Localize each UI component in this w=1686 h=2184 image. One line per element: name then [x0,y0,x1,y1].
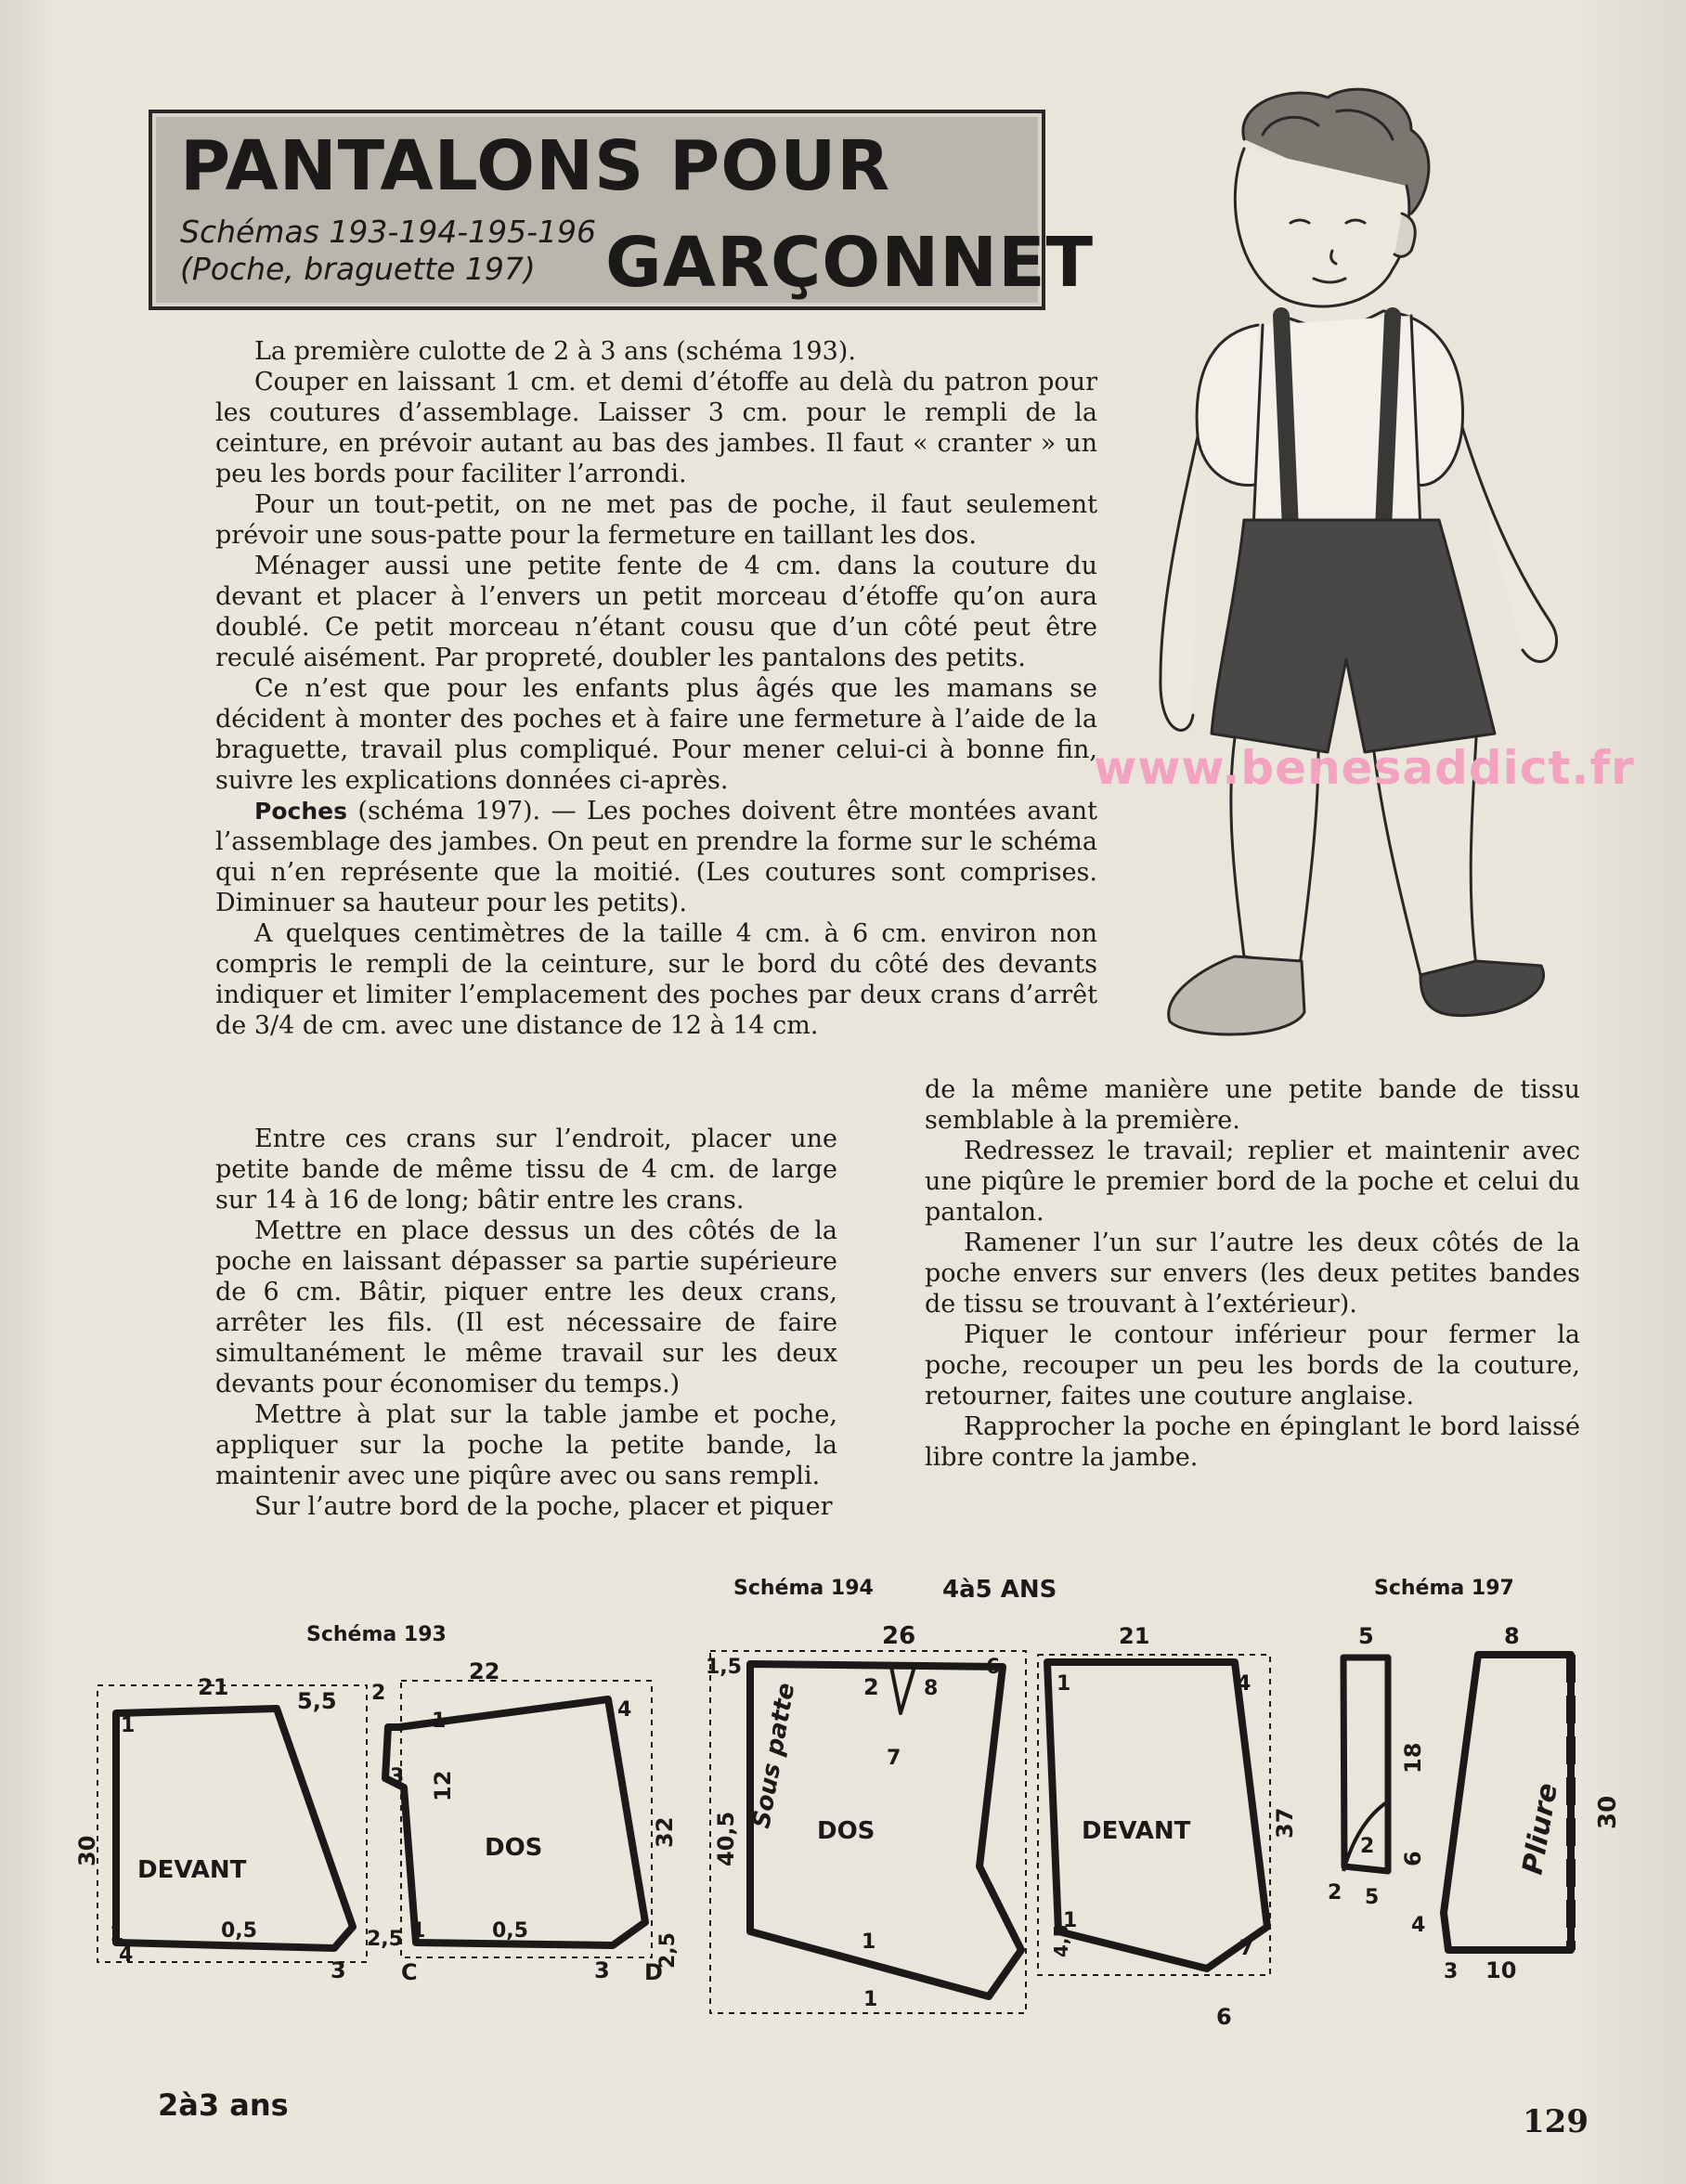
dim-194-7: 7 [887,1747,901,1770]
body-text-wide [215,336,1097,1041]
dim-193-1c: 1 [432,1710,447,1733]
dim-194-1c: 1 [1063,1909,1078,1932]
schema194-age: 4à5 ANS [942,1576,1057,1604]
dim-194-1b: 1 [1057,1672,1071,1696]
schema193-devant-outline [116,1709,353,1948]
title-line1: PANTALONS POUR [180,126,891,206]
paragraph: Mettre à plat sur la table jambe et poche, appliquer sur la poche la petite bande, la maintenir avec une piqûre avec ou sans rempli. [215,1400,837,1490]
dim-193-3: 3 [331,1957,346,1983]
page-number: 129 [1523,2103,1589,2140]
dim-193-1d: 1 [411,1919,426,1943]
schema193-dos-label: DOS [485,1834,543,1862]
dim-193-05b: 0,5 [492,1919,528,1943]
paragraph: Sur l’autre bord de la poche, placer et piquer [254,1492,833,1521]
dim-194-405: 40,5 [713,1811,739,1866]
dim-193-25: 2,5 [367,1928,403,1951]
dim-197-5b: 5 [1365,1886,1380,1909]
dim-193-25b: 2,5 [656,1932,680,1969]
dim-197-8: 8 [1504,1623,1520,1649]
dim-193-55: 5,5 [297,1688,337,1714]
dim-194-1a: 1 [862,1930,876,1954]
paragraph: Ménager aussi une petite fente de 4 cm. dans la couture du devant et placer à l’envers un petit morceau d’étoffe qu’on aura doublé. Ce petit morceau n’étant cousu que d’un côté peut être reculé aisément. Par propreté, doubler les pantalons des petits. [215,552,1097,672]
dim-197-5a: 5 [1358,1623,1374,1649]
schema197-label: Schéma 197 [1374,1577,1514,1600]
dim-197-3: 3 [1444,1960,1459,1983]
boy-illustration [1105,84,1625,1086]
paragraph: Piquer le contour inférieur pour fermer la poche, recouper un peu les bords de la couture, retourner, faites une couture anglaise. [925,1320,1580,1410]
dim-197-10: 10 [1485,1957,1517,1983]
dim-194-21: 21 [1119,1623,1150,1649]
body-text-left [215,1124,837,1522]
subtitle-line2: (Poche, braguette 197) [180,251,536,287]
paragraph: Pour un tout-petit, on ne met pas de poche, il faut seulement prévoir une sous-patte pour la fermeture en taillant les dos. [215,490,1097,550]
dim-193-21: 21 [198,1674,229,1700]
paragraph: A quelques centimètres de la taille 4 cm. à 6 cm. environ non compris le rempli de la ceinture, sur le bord du côté des devants indiquer et limiter l’emplacement des poches par deux crans d’arrêt de 3/4 de cm. avec une distance de 12 à 14 cm. [215,919,1097,1040]
schema194-dart [891,1667,914,1713]
dim-193-3b: 3 [390,1765,405,1788]
dim-197-30: 30 [1594,1795,1622,1829]
dim-194-1d: 1 [863,1988,878,2011]
poches-label: Poches [254,798,347,825]
title-box [149,110,1095,310]
dim-193-1a: 1 [121,1714,136,1737]
paragraph: Rapprocher la poche en épinglant le bord laissé libre contre la jambe. [925,1412,1580,1472]
paragraph: Ramener l’un sur l’autre les deux côtés de la poche envers sur envers (les deux petites bandes de tissu se trouvant à l’extérieur). [925,1228,1580,1319]
schema194-devant-label: DEVANT [1082,1817,1191,1845]
schema193-label: Schéma 193 [306,1623,447,1646]
schema193-devant-label: DEVANT [137,1856,247,1884]
paragraph: La première culotte de 2 à 3 ans (schéma 193). [254,337,856,366]
schema193-age-label: 2à3 ans [158,2087,289,2123]
dim-193-32: 32 [652,1816,678,1848]
dim-197-4: 4 [1411,1914,1426,1937]
paragraph: Entre ces crans sur l’endroit, placer une petite bande de même tissu de 4 cm. de large sur 14 à 16 de long; bâtir entre les crans. [215,1124,837,1215]
dim-193-1b: 1 [110,1923,124,1946]
schema193-dos-outline [385,1699,645,1945]
dim-193-2: 2 [371,1682,386,1705]
dim-194-6: 6 [1216,2004,1232,2030]
subtitle-line1: Schémas 193-194-195-196 [180,214,597,250]
paragraph: Mettre en place dessus un des côtés de la poche en laissant dépasser sa partie supérieure de 6 cm. Bâtir, piquer entre les deux crans, arrêter les fils. (Il est nécessaire de faire simultanément le même travail sur les deux devants pour économiser du temps.) [215,1216,837,1398]
dim-193-05: 0,5 [221,1919,257,1943]
dim-193-12: 12 [430,1770,456,1801]
dim-193-D: D [644,1959,663,1985]
dim-194-15: 1,5 [706,1656,742,1679]
dim-194-37: 37 [1272,1807,1298,1839]
dim-194-2: 2 [863,1674,879,1700]
dim-193-4: 4 [119,1944,134,1967]
dim-194-4: 4 [1237,1672,1252,1696]
dim-194-8: 8 [924,1677,939,1700]
schema194-sous-patte-label: Sous patte [747,1681,801,1831]
dim-193-3c: 3 [594,1957,610,1983]
poches-paragraph [215,796,1097,918]
schema197-pliure-label: Pliure [1516,1780,1565,1878]
pattern-diagrams [0,1569,1686,2164]
dim-197-2a: 2 [1360,1835,1375,1858]
schema194-dos-label: DOS [817,1817,875,1845]
paragraph: de la même manière une petite bande de tissu semblable à la première. [925,1075,1580,1135]
dim-194-26: 26 [882,1622,916,1650]
paragraph: Ce n’est que pour les enfants plus âgés que les mamans se décident à monter des poches et à faire une fermeture à l’aide de la braguette, travail plus compliqué. Pour mener celui-ci à bonne fin, suivre les explications données ci-après. [215,674,1097,795]
schema194-devant-outline [1047,1662,1267,1969]
dim-194-6: 6 [986,1656,1001,1679]
title-line2: GARÇONNET [605,223,1095,303]
dim-193-4b: 4 [617,1698,632,1722]
dim-197-6: 6 [1400,1851,1426,1866]
dim-197-18: 18 [1400,1742,1426,1774]
watermark-text: www.benesaddict.fr [1094,741,1635,795]
paragraph: Couper en laissant 1 cm. et demi d’étoffe au delà du patron pour les coutures d’assemblage. Laisser 3 cm. pour le rempli de la ceinture, en prévoir autant au bas des jambes. Il faut « cranter » un peu les bords pour faciliter l’arrondi. [215,368,1097,488]
dim-194-7b: 7 [1239,1937,1254,1960]
dim-194-45: 4,5 [1050,1924,1072,1957]
schema194-label: Schéma 194 [733,1577,874,1600]
body-text-right [925,1074,1580,1473]
dim-193-22: 22 [469,1658,500,1684]
poches-text: (schéma 197). — Les poches doivent être montées avant l’assemblage des jambes. On peut en prendre la forme sur le schéma qui n’en représente que la moitié. (Les coutures sont comprises. Diminuer sa hauteur pour les petits). [215,797,1097,917]
dim-193-30: 30 [74,1835,100,1866]
dim-193-C: C [401,1959,418,1985]
dim-197-2b: 2 [1328,1881,1342,1904]
paragraph: Redressez le travail; replier et maintenir avec une piqûre le premier bord de la poche et celui du pantalon. [925,1137,1580,1227]
